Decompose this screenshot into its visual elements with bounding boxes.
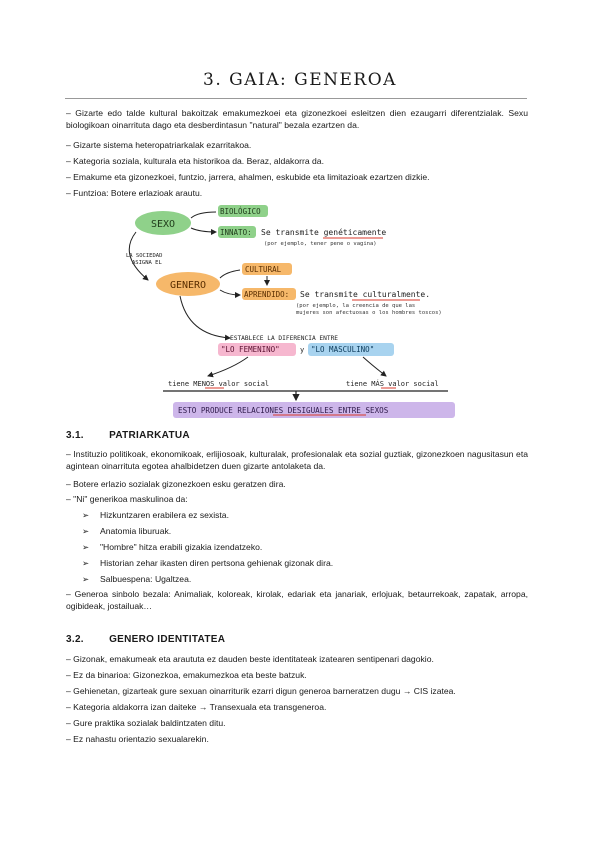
masculino-arrow [363, 357, 386, 376]
s32-line-2: – Ez da binarioa: Gizonezkoa, emakumezkoa eta beste batzuk. [66, 670, 307, 680]
asigna-label: ASIGNA EL [132, 260, 162, 266]
list-item [82, 557, 333, 569]
sexo-branch [191, 212, 216, 232]
s31-paragraph-2: – Botere erlazio sozialak gizonezkoen esku geratzen dira. [66, 479, 286, 489]
arrow-bullet-icon: ➢ [82, 542, 90, 552]
establece-arrow [180, 296, 230, 338]
section-3-2-heading [66, 634, 225, 645]
s32-line-5: – Gure praktika sozialak baldintzaten ditu. [66, 718, 226, 728]
innato-label: INNATO: [220, 228, 252, 237]
genero-label: GENERO [169, 280, 207, 291]
s31-paragraph-4: – Generoa sinbolo bezala: Animaliak, koloreak, kirolak, edariak eta janariak, erlojuak, betaurrekoak, zapatak, arropa, ogibideak, jostailuak… [66, 589, 528, 611]
masculino-label: "LO MASCULINO" [311, 345, 375, 354]
femenino-label: "LO FEMENINO" [221, 345, 280, 354]
mas-valor-label: tiene MÁS valor social [346, 380, 439, 388]
list-item [82, 525, 171, 537]
sexo-label: SEXO [150, 219, 176, 230]
section-3-1-heading [66, 430, 190, 441]
s32-line-4: – Kategoria aldakorra izan daiteke → Transexuala eta transgeneroa. [66, 702, 327, 712]
genero-branch [220, 270, 240, 295]
arrow-bullet-icon: ➢ [82, 574, 90, 584]
list-item-text: Salbuespena: Ugaltzea. [100, 574, 192, 584]
s32-line-1: – Gizonak, emakumeak eta araututa ez dauden beste identitateak izatearen sentipenari dagokio. [66, 654, 434, 664]
intro-paragraph-3: – Kategoria soziala, kulturala eta historikoa da. Beraz, aldakorra da. [66, 156, 324, 166]
title-divider [65, 98, 527, 99]
section-3-2-number: 3.2. [66, 634, 84, 645]
aprendido-example-1: (por ejemplo, la creencia de que las [296, 303, 416, 309]
intro-paragraph-1: – Gizarte edo talde kultural bakoitzak emakumezkoei eta gizonezkoei esleitzen dien ezaugarri diferentzialak. Sexu biologikoan oinarrituta dago eta desberdintasun "natural" bezala ezartzen da. [66, 108, 528, 130]
innato-text: Se transmite genéticamente [261, 228, 387, 237]
list-item-text: Historian zehar ikasten diren pertsona gehienak gizonak dira. [100, 558, 334, 568]
section-3-2-title: GENERO IDENTITATEA [109, 634, 226, 645]
la-sociedad-label: LA SOCIEDAD [126, 253, 163, 259]
innato-example: (por ejemplo, tener pene o vagina) [264, 241, 377, 247]
arrow-bullet-icon: ➢ [82, 510, 90, 520]
aprendido-example-2: mujeres son afectuosas o los hombres toscos) [296, 310, 442, 316]
s32-line-6: – Ez nahastu orientazio sexualarekin. [66, 734, 209, 744]
list-item-text: "Hombre" hitza erabili gizakia izendatzeko. [100, 542, 263, 552]
section-3-1-title: PATRIARKATUA [109, 430, 190, 441]
list-item [82, 573, 191, 585]
section-3-1-number: 3.1. [66, 430, 84, 441]
s31-paragraph-1: – Instituzio politikoak, ekonomikoak, erlijiosoak, kulturalak, profesionalak eta sozial guztiak, gizonezkoen nagusitasun eta agintean oinarrituta egotea ahalbidetzen duen gizarte antolaketa da. [66, 449, 528, 471]
list-item-text: Anatomia liburuak. [100, 526, 172, 536]
list-item-text: Hizkuntzaren erabilera ez sexista. [100, 510, 229, 520]
s32-line-3: – Gehienetan, gizarteak gure sexuan oinarriturik ezarri digun generoa barneratzen dugu → CIS izatea. [66, 686, 456, 696]
cultural-label: CULTURAL [245, 265, 282, 274]
establece-label: ESTABLECE LA DIFERENCIA ENTRE [230, 335, 339, 342]
femenino-arrow [208, 357, 248, 376]
result-label: ESTO PRODUCE RELACIONES DESIGUALES ENTRE SEXOS [178, 406, 389, 415]
page-title: 3. GAIA: GENEROA [203, 70, 397, 90]
arrow-bullet-icon: ➢ [82, 558, 90, 568]
menos-valor-label: tiene MENOS valor social [168, 380, 270, 388]
s31-paragraph-3: – "Ni" generikoa maskulinoa da: [66, 494, 188, 504]
intro-paragraph-2: – Gizarte sistema heteropatriarkalak ezarritakoa. [66, 140, 252, 150]
gender-concept-diagram [118, 200, 458, 422]
biologico-label: BIOLÓGICO [220, 207, 261, 216]
intro-paragraph-4: – Emakume eta gizonezkoei, funtzio, jarrera, ahalmen, eskubide eta limitazioak ezartzen dizkie. [66, 172, 430, 182]
list-item [82, 541, 262, 553]
aprendido-text: Se transmite culturalmente. [300, 290, 431, 299]
y-label: y [300, 346, 305, 354]
intro-paragraph-5: – Funtzioa: Botere erlazioak arautu. [66, 188, 203, 198]
aprendido-label: APRENDIDO: [244, 290, 290, 299]
list-item [82, 509, 229, 521]
arrow-bullet-icon: ➢ [82, 526, 90, 536]
